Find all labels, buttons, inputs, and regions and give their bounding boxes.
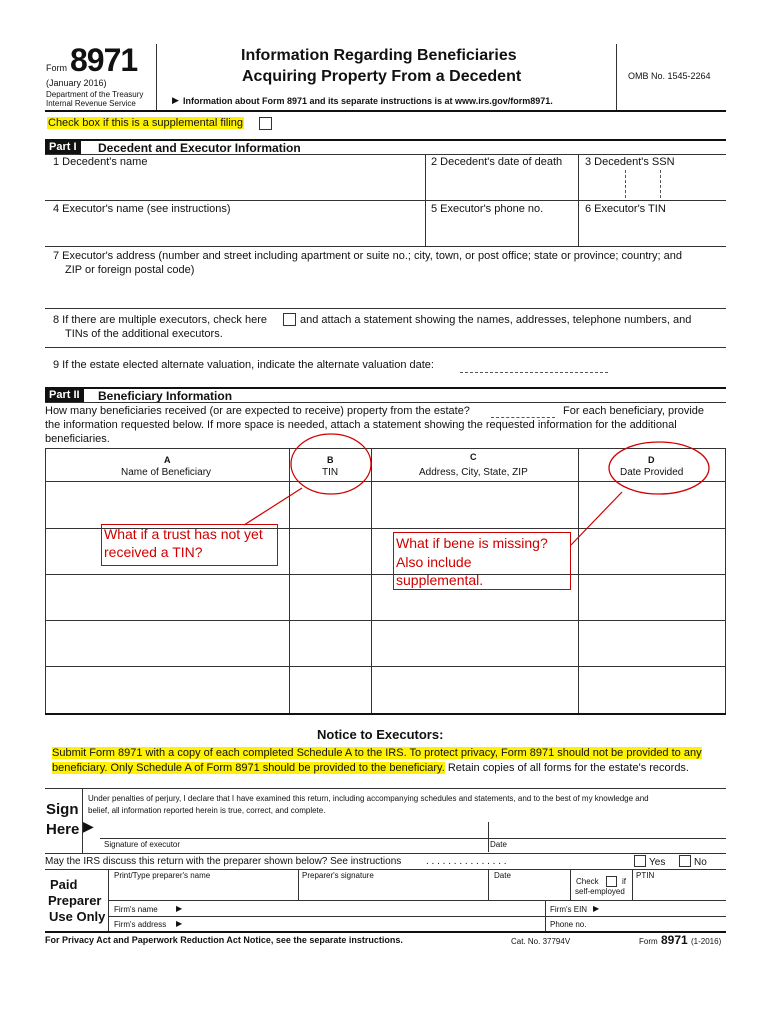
- firms-ein-label: Firm's EIN: [550, 905, 588, 914]
- preparer-date-field[interactable]: [490, 881, 568, 899]
- form-revision: (January 2016): [46, 78, 107, 88]
- firms-address-arrow-icon: ▶: [176, 919, 183, 928]
- discuss-no-checkbox[interactable]: [679, 855, 691, 867]
- column-b-letter: B: [327, 455, 334, 465]
- firms-address-field[interactable]: [190, 917, 540, 930]
- notice-text-b-rest: Retain copies of all forms for the estate's records.: [444, 762, 689, 774]
- missing-bene-note-line3: supplemental.: [396, 572, 484, 588]
- preparer-signature-field[interactable]: [300, 881, 486, 899]
- trust-tin-note: [101, 524, 278, 566]
- column-c-header: Address, City, State, ZIP: [419, 467, 528, 478]
- preparer-signature-label: Preparer's signature: [302, 871, 374, 880]
- firms-address-label: Firm's address: [114, 920, 167, 929]
- footer-form-word: Form: [639, 937, 658, 946]
- form-word: Form: [46, 63, 67, 73]
- check-label: Check: [576, 877, 599, 886]
- annotation-arrow-line: [571, 492, 622, 545]
- firms-name-label: Firm's name: [114, 905, 158, 914]
- form-number: 8971: [70, 42, 138, 78]
- notice-title: Notice to Executors:: [317, 727, 444, 742]
- beneficiary-intro-b: For each beneficiary, provide: [563, 405, 705, 417]
- signature-date-label: Date: [490, 840, 507, 849]
- annotation-arrow-line: [244, 488, 302, 525]
- column-b-header: TIN: [322, 467, 339, 478]
- footer-revision: (1-2016): [691, 937, 722, 946]
- part-1-title: Decedent and Executor Information: [98, 141, 301, 155]
- form-title-line1: Information Regarding Beneficiaries: [241, 47, 517, 64]
- notice-text-b-highlight: beneficiary. Only Schedule A of Form 8971 should be provided to the beneficiary.: [52, 762, 445, 774]
- use-only-label: Use Only: [49, 909, 106, 924]
- paid-label: Paid: [50, 877, 78, 892]
- tin-circle-annotation: [291, 434, 371, 494]
- date-of-death-label: 2 Decedent's date of death: [431, 156, 563, 168]
- self-employed-checkbox[interactable]: [606, 876, 617, 887]
- executor-phone-label: 5 Executor's phone no.: [431, 203, 544, 215]
- sign-arrow-icon: ▶: [83, 818, 94, 834]
- part-2-title: Beneficiary Information: [98, 389, 233, 403]
- phone-label: Phone no.: [550, 920, 587, 929]
- beneficiary-count-question: How many beneficiaries received (or are expected to receive) property from the estate?: [45, 405, 470, 417]
- perjury-statement-a: Under penalties of perjury, I declare that I have examined this return, including accompanying schedules and statements, and to the best of my knowledge and: [88, 794, 649, 803]
- perjury-statement-b: belief, all information reported herein is true, correct, and complete.: [88, 806, 326, 815]
- executor-signature-field[interactable]: [100, 822, 485, 838]
- info-line: Information about Form 8971 and its separate instructions is at www.irs.gov/form8971.: [183, 96, 553, 106]
- missing-bene-note: [393, 532, 571, 590]
- column-c-letter: C: [470, 452, 477, 462]
- executor-address-label-a: 7 Executor's address (number and street including apartment or suite no.; city, town, or post office; state or province; country; and: [53, 250, 683, 262]
- form-title-line2: Acquiring Property From a Decedent: [242, 68, 522, 85]
- column-d-header: Date Provided: [620, 467, 684, 478]
- discuss-no-label: No: [694, 857, 707, 868]
- multiple-executors-label-c: TINs of the additional executors.: [65, 328, 223, 340]
- part-2-label: Part II: [45, 388, 84, 402]
- supplemental-label: Check box if this is a supplemental filing: [48, 117, 244, 129]
- signature-label: Signature of executor: [104, 840, 181, 849]
- notice-text-b: [52, 762, 689, 774]
- omb-number: OMB No. 1545-2264: [628, 71, 711, 81]
- irs-discuss-question: May the IRS discuss this return with the preparer shown below? See instructions: [45, 856, 402, 867]
- preparer-name-label: Print/Type preparer's name: [114, 871, 211, 880]
- decedent-ssn-label: 3 Decedent's SSN: [585, 156, 675, 168]
- preparer-date-label: Date: [494, 871, 511, 880]
- firms-ein-arrow-icon: ▶: [593, 904, 600, 913]
- department-line2: Internal Revenue Service: [46, 99, 136, 108]
- discuss-yes-checkbox[interactable]: [634, 855, 646, 867]
- ptin-field[interactable]: [634, 881, 725, 899]
- beneficiary-intro-d: beneficiaries.: [45, 433, 110, 445]
- here-label: Here: [46, 821, 80, 838]
- preparer-label: Preparer: [48, 893, 102, 908]
- trust-tin-note-line1: What if a trust has not yet: [104, 526, 263, 542]
- executor-tin-label: 6 Executor's TIN: [585, 203, 666, 215]
- multiple-executors-label-a: 8 If there are multiple executors, check here: [53, 314, 267, 326]
- multiple-executors-label-b: and attach a statement showing the names, addresses, telephone numbers, and: [300, 314, 692, 326]
- catalog-number: Cat. No. 37794V: [511, 937, 571, 946]
- firms-ein-field[interactable]: [606, 901, 724, 915]
- part-1-label: Part I: [45, 140, 81, 154]
- privacy-notice: For Privacy Act and Paperwork Reduction Act Notice, see the separate instructions.: [45, 935, 403, 945]
- date-provided-circle-annotation: [609, 442, 709, 494]
- column-d-letter: D: [648, 455, 655, 465]
- trust-tin-note-line2: received a TIN?: [104, 544, 203, 560]
- preparer-name-field[interactable]: [110, 881, 296, 899]
- sign-label: Sign: [46, 801, 79, 818]
- missing-bene-note-line1: What if bene is missing?: [396, 535, 548, 551]
- notice-text-a: Submit Form 8971 with a copy of each completed Schedule A to the IRS. To protect privacy, Form 8971 should not be provided to any: [52, 747, 702, 759]
- self-employed-label: self-employed: [575, 887, 625, 896]
- department-line1: Department of the Treasury: [46, 90, 144, 99]
- missing-bene-note-line2: Also include: [396, 554, 472, 570]
- firms-name-arrow-icon: ▶: [176, 904, 183, 913]
- discuss-yes-label: Yes: [649, 857, 666, 868]
- if-label: if: [622, 877, 626, 886]
- decedent-name-label: 1 Decedent's name: [53, 156, 148, 168]
- firms-name-field[interactable]: [190, 901, 540, 915]
- arrow-icon: ▶: [172, 95, 179, 105]
- executor-name-label: 4 Executor's name (see instructions): [53, 203, 231, 215]
- beneficiary-intro-c: the information requested below. If more space is needed, attach a statement showing the requested information for the additional: [45, 419, 677, 431]
- ptin-label: PTIN: [636, 871, 655, 880]
- phone-field[interactable]: [592, 917, 724, 930]
- column-a-letter: A: [164, 455, 171, 465]
- column-a-header: Name of Beneficiary: [121, 467, 212, 478]
- footer-form-number: 8971: [661, 933, 688, 947]
- leader-dots: . . . . . . . . . . . . . . .: [426, 856, 507, 867]
- alternate-valuation-label: 9 If the estate elected alternate valuation, indicate the alternate valuation date:: [53, 359, 434, 371]
- signature-date-field[interactable]: [490, 822, 725, 838]
- executor-address-label-b: ZIP or foreign postal code): [65, 264, 195, 276]
